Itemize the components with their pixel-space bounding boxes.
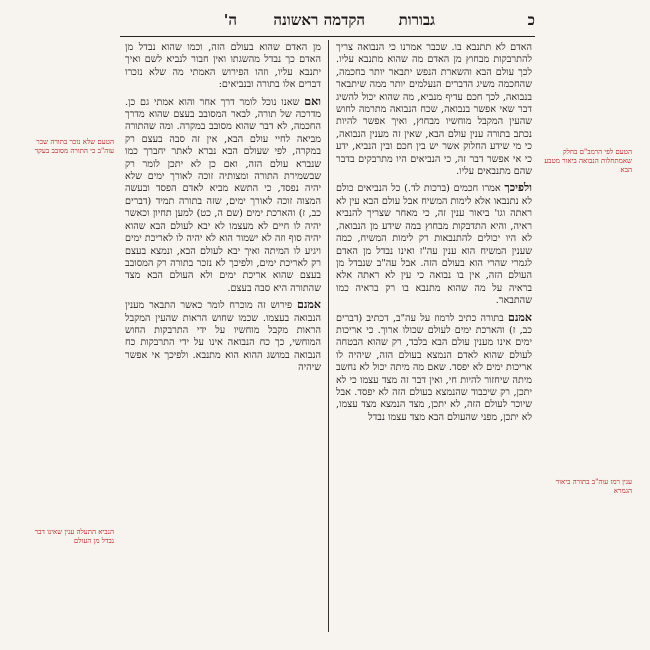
margin-note: הטעם שלא נזכר בתורה שכר עוה"ב כי התורה מסובב בעקר [34,138,114,155]
paragraph: אמנם פירוש זה מוכרח לומר כאשר התבאר מענין הנבואה בעצמו. שכמו שחוש הראות שהעין המקבל הראות מקבל מוחשיו על ידי התרבקות החוש המוחשי, כך כח הנבואה אינו על ידי התרבקות כח הנבואה במושג ההוא הוא מתנבא. ולפיכך אי אפשר שיהיה [125,298,321,374]
section-title: הקדמה ראשונה [273,10,365,29]
left-column [125,42,321,632]
margin-note: ענין רמז עוה"ב בתורה ביאור הגמרא [555,478,632,495]
paragraph: ולפיכך אמרו חכמים (ברכות לד.) כל הנביאים כולם לא נתנבאו אלא לימות המשיח אבל עולם הבא עין לא ראתה וגו' ביאור ענין זה, כי מאחר שצריך להנביא ראיה, והיא התדבקות מבחוץ במה שידע מן הנבואה, לא היו יכולים להתנבאות רק לימות המשיח, כמה שענין המשיח הוא ענין עה"ז ואינו נבדל מן האדם לגמרי שהרי הוא בעולם הזה. אבל עה"ב שנבדל מן העולם הזה, אין בו נבואה כי עין לא ראתה אלא בראיה על מה שהוא מתנבא בו רק בראיה כמו שהתבאר. [336,181,532,307]
right-column [336,42,532,632]
margin-note: הנביא התעלה ענין שאינו דבר נבדל מן העולם [34,528,114,545]
paragraph-lead: אמנם [507,310,532,324]
page-number: כ [527,10,535,29]
paragraph-lead: ולפיכך [504,181,532,195]
paragraph: האדם לא תתנבא בו. שכבר אמרנו כי הנבואה צריך להתרבקות מבחוץ מן האדם מה שהוא מתנבא עליו. לכך עולם הבא והשארת הנפש יתבאר יותר בחכמה, שהחכמה משיג הדברים הנעלמים יותר ממה שיתבאר בנבואה, לכך חכם עדיף מנביא, מה שהוא יכול להשיג דבר שאי אפשר בנבואה, שכח הנבואה מתרמה לחוש שהעין המקבל מוחשיו מבחוץ, ואיך אפשר להיות נכתב בתורה ענין עולם הבא, שאין זה מענין הנבואה, כי מי שידע החלוק אשר יש בין חכם ובין הנביא, ידע כי אי אפשר דבר זה, כי הנביאים היו מתרבקים בדבר שהם מתנבאים עליו. [336,42,532,178]
book-title: גבורות [398,10,435,29]
paragraph-lead: אמנם [296,298,321,312]
page-header [120,6,535,34]
margin-note: הטעם לפי הרמב"ם בחלק שאמתחלות הנבואה ביאור מטבע הבא [544,148,632,174]
column-divider [328,40,329,632]
paragraph: מן האדם שהוא בעולם הזה, וכמו שהוא נבדל מן האדם כך נבדל מהשגתו ואין חבור לנביא לשם ואיך יתנבא עליו, וזהו הפירוש האמתי מה שלא נזכרו דברים אלו בתורה ובנביאים: [125,42,321,91]
paragraph-lead: ואם [304,94,321,108]
paragraph: אמנם בתורה כתיב לרמוז על עה"ב, דכתיב (דברים כב, ז) והארכת ימים לעולם שכולו ארוך. כי אריכות ימים אינו מענין עולם הבא בלבד, רק שהוא הבטחה לעולם שהוא לאדם הנמצא בעולם הזה, שיהיה לו אריכות ימים לא יפסד. שאם מה מיתה יכול לא נחשב מיתה שיחזור להיות חי, ואין דבר זה מצד עצמו כי לא יתכן, רק שיכבוד שהנמצא בעולם הזה לא יפסד. אבל שיוכר לעולם הזה, לא יתכן, מצד הנמצא מצד עצמו, לא יתכן, מפני שהעולם הבא מצד עצמו נבדל [336,310,532,423]
chapter-name: ה' [223,10,237,29]
header-rule [120,36,535,37]
paragraph: ואם שאנו נוכל לומר דרך אחר והוא אמתי גם כן. מדרכה של תורה, לבאר המסובב בעצם שהוא מדרך החכמה, לא דבר שהוא מסובב במקרה. ומה שהתורה מביאה לחיי עולם הבא, אין זה סבה בעצם רק במקרה, לפי שעולם הבא נברא לאתר יחברך כמו שנברא עולם הזה, ואם כן לא יתכן לומר רק שבשמירת התורה ומצותיה זוכה לאורך ימים שלא יהיה נפסד, כי התשא מביא לאדם הפסד ובעשה המצוה זוכה לאורך ימים, שזה בתורה תמיד (דברים כב, ז) והארכת ימים (שם ה, כט) למען תחיון וכאשר יהיה לו חיים לא מעצמו לא יבא לעולם הבא שהוא יהיה סוף וזה לא ישמור הוא לא יהיה לו לאריכת ימים ויגיע לו המיתה ואיך יבא לעולם הבא, ונמצא בעצם רק לאריכת ימים, ולפיכך לא נזכר בתורה רק המסובב בעצם שהוא אריכת ימים ולא העולם הבא מצד שהתורה היא סבה בעצם. [125,94,321,294]
